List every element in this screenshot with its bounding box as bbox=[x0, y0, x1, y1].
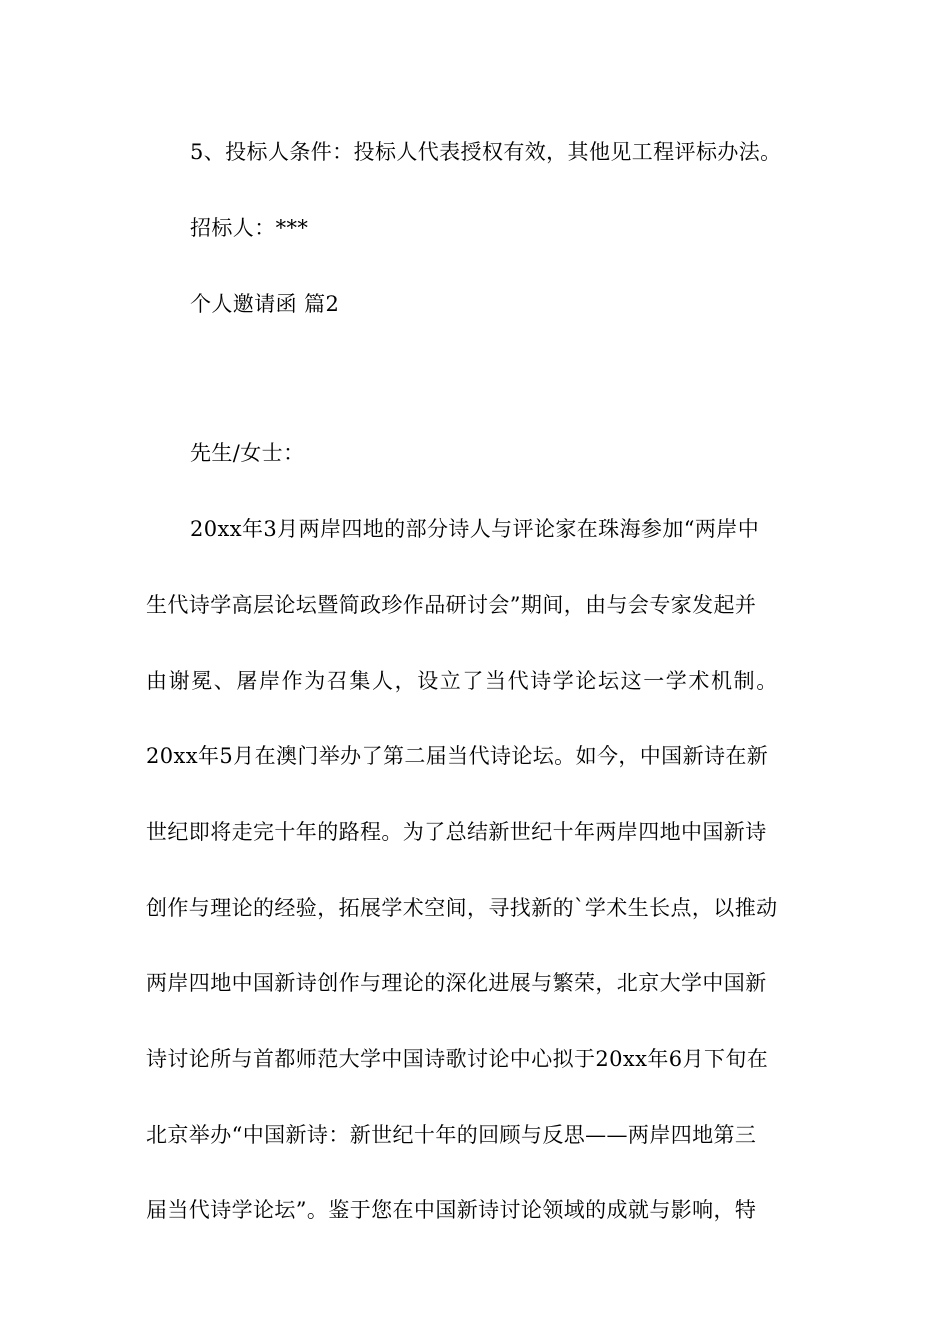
section-heading: 个人邀请函 篇2 bbox=[190, 292, 340, 316]
paragraph-line: 北京举办“中国新诗：新世纪十年的回顾与反思——两岸四地第三 bbox=[146, 1123, 757, 1147]
paragraph-line: 两岸四地中国新诗创作与理论的深化进展与繁荣，北京大学中国新 bbox=[146, 971, 767, 995]
tenderer-line: 招标人：*** bbox=[190, 216, 309, 240]
salutation: 先生/女士： bbox=[190, 441, 305, 465]
paragraph-line: 由谢冕、屠岸作为召集人，设立了当代诗学论坛这一学术机制。 bbox=[146, 669, 779, 693]
paragraph-line: 20xx年3月两岸四地的部分诗人与评论家在珠海参加“两岸中 bbox=[190, 517, 760, 541]
paragraph-line: 20xx年5月在澳门举办了第二届当代诗论坛。如今，中国新诗在新 bbox=[146, 744, 769, 768]
paragraph-line: 生代诗学高层论坛暨简政珍作品研讨会”期间，由与会专家发起并 bbox=[146, 593, 757, 617]
paragraph-line: 世纪即将走完十年的路程。为了总结新世纪十年两岸四地中国新诗 bbox=[146, 820, 767, 844]
paragraph-line: 诗讨论所与首都师范大学中国诗歌讨论中心拟于20xx年6月下旬在 bbox=[146, 1047, 769, 1071]
paragraph-line: 创作与理论的经验，拓展学术空间，寻找新的`学术生长点，以推动 bbox=[146, 896, 778, 920]
paragraph-line: 届当代诗学论坛”。鉴于您在中国新诗讨论领域的成就与影响，特 bbox=[146, 1198, 757, 1222]
bidder-conditions-line: 5、投标人条件：投标人代表授权有效，其他见工程评标办法。 bbox=[190, 140, 782, 164]
